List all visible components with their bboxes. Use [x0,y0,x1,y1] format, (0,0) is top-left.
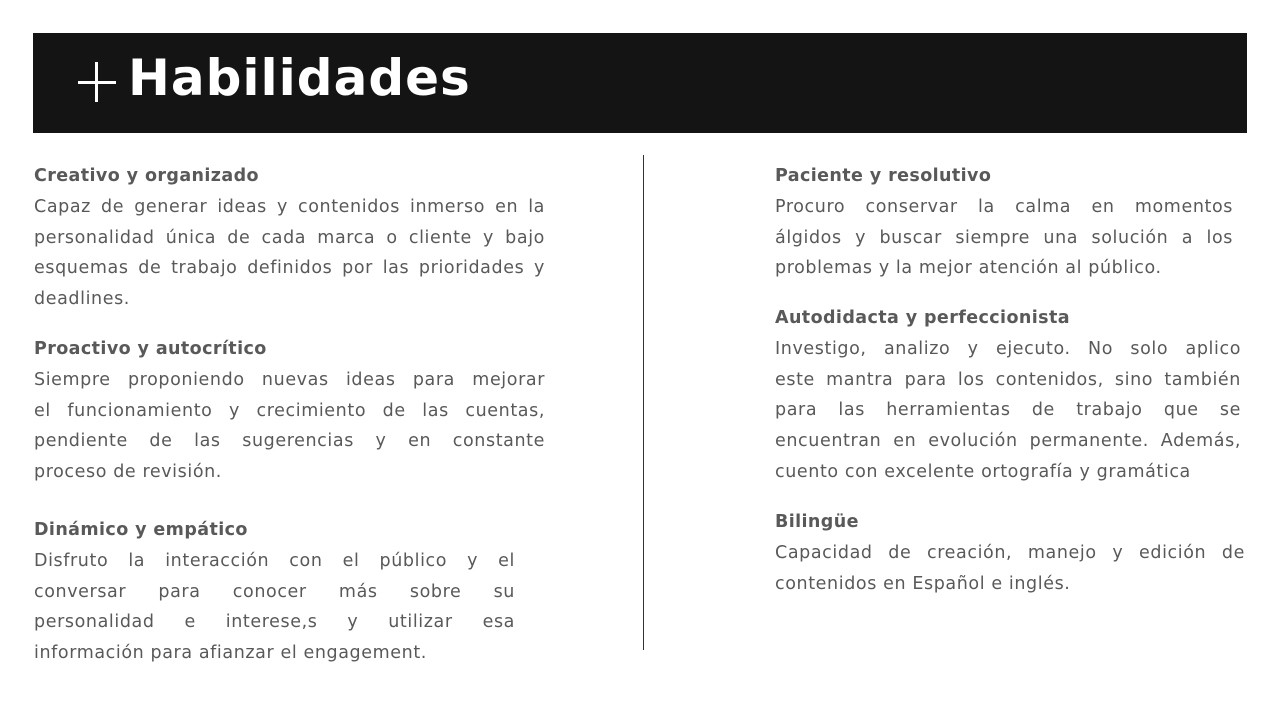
skill-description-line: el funcionamiento y crecimiento de las cuentas, [34,400,545,421]
skill-description-line: contenidos en Español e inglés. [775,573,1071,594]
skill-description-line: información para afianzar el engagement. [34,643,427,664]
skill-description-line: para las herramientas de trabajo que se [775,400,1241,421]
skill-title: Autodidacta y perfeccionista [775,308,1070,328]
page-title: Habilidades [128,49,471,107]
skill-description-line: este mantra para los contenidos, sino también [775,369,1241,390]
skill-description-line: Siempre proponiendo nuevas ideas para mejorar [34,370,545,390]
skill-title: Proactivo y autocrítico [34,339,267,359]
skill-description-line: álgidos y buscar siempre una solución a los [775,227,1233,248]
skill-description-line: Capacidad de creación, manejo y edición de [775,543,1245,563]
skill-description-line: personalidad única de cada marca o cliente y bajo [34,227,545,248]
skill-description-line: esquemas de trabajo definidos por las prioridades y [34,258,545,279]
skill-description-line: encuentran en evolución permanente. Además, [775,431,1241,452]
skill-description-line: Capaz de generar ideas y contenidos inmerso en la [34,197,545,217]
column-divider [643,155,644,650]
skill-title: Creativo y organizado [34,166,259,186]
skill-description-line: personalidad e interese,s y utilizar esa [34,612,515,633]
skill-description-line: Disfruto la interacción con el público y el [34,551,515,571]
skill-description-line: problemas y la mejor atención al público. [775,258,1162,279]
skill-section [34,337,545,488]
skill-section [775,306,1241,487]
skill-description-line: conversar para conocer más sobre su [34,581,515,602]
skill-section [775,164,1233,284]
skill-description-line: Investigo, analizo y ejecuto. No solo aplico [775,339,1241,359]
skill-title: Bilingüe [775,512,859,532]
skill-description-line: cuento con excelente ortografía y gramática [775,461,1191,482]
skill-title: Dinámico y empático [34,520,248,540]
skill-description-line: pendiente de las sugerencias y en constante [34,431,545,452]
skill-section [34,518,515,669]
skill-section [775,510,1245,599]
skill-description-line: deadlines. [34,289,130,310]
skill-section [34,164,545,315]
plus-icon [78,58,116,106]
skill-description-line: proceso de revisión. [34,462,222,483]
skill-description-line: Procuro conservar la calma en momentos [775,197,1233,217]
skill-title: Paciente y resolutivo [775,166,992,186]
